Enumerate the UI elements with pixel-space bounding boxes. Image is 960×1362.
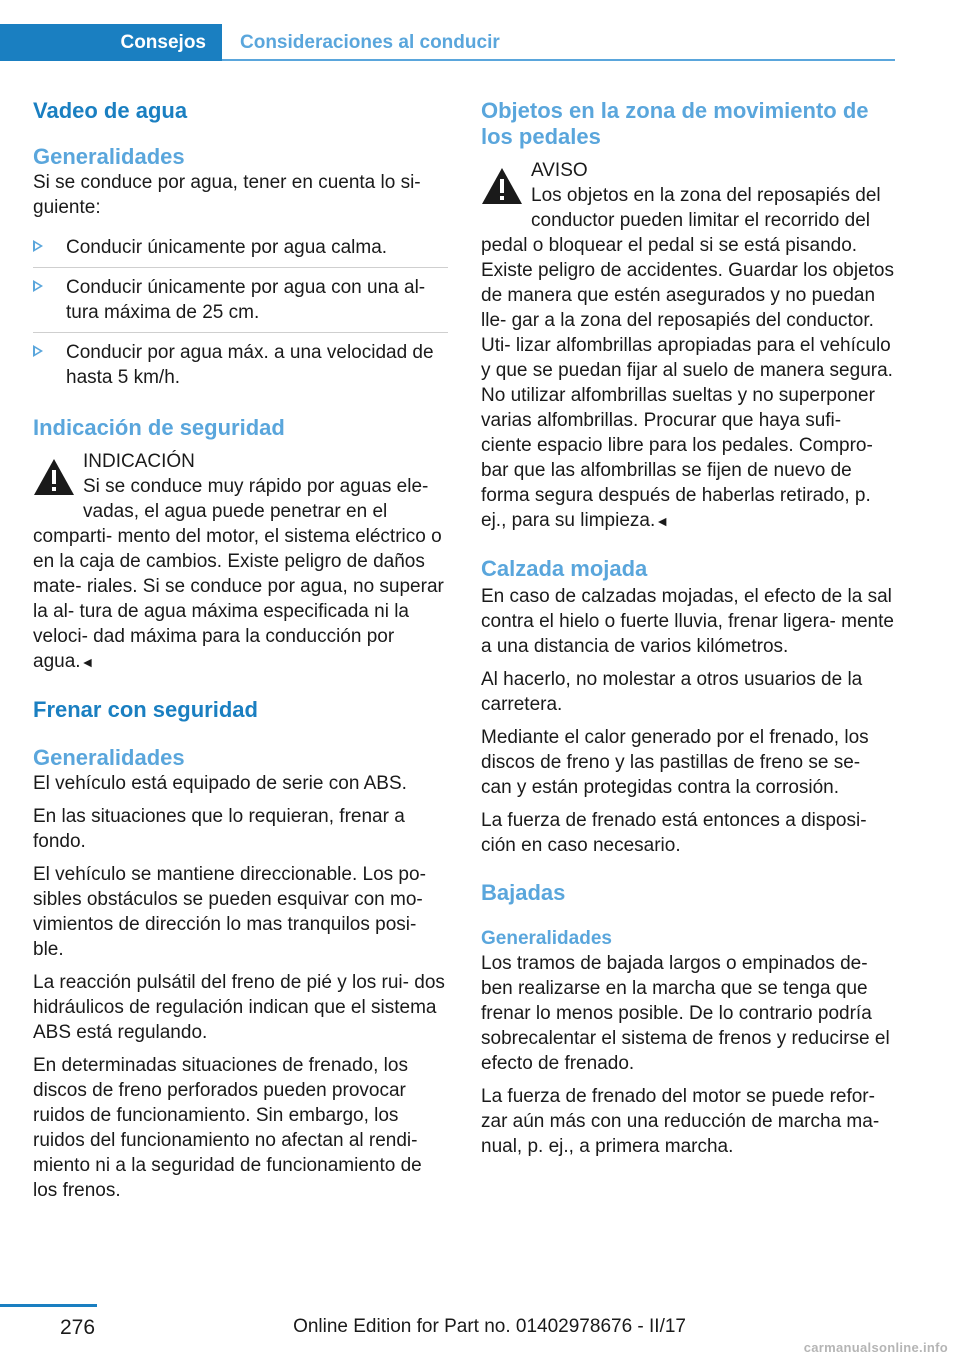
left-column — [33, 98, 448, 1211]
warning-text: Los objetos en la zona del reposapiés del conductor pueden limitar el recorrido del pedal o bloquear el pedal si se está pisando. Existe peligro de accidentes. Guardar los objetos de manera que estén asegurados y no puedan lle‐ gar a la zona del reposapiés del conductor. Uti‐ lizar alfombrillas apropiadas para el vehículo y que se puedan fijar al suelo de manera segura. No utilizar alfombrillas sueltas y no superponer varias alfombrillas. Procurar que haya sufi‐ ciente espacio libre para los pedales. Compro‐ bar que las alfombrillas se fijen de nuevo de forma segura después de haberlas retirado, p. ej., para su limpieza. — [481, 185, 894, 531]
warning-note — [481, 158, 896, 534]
end-mark: ◄ — [655, 513, 670, 529]
right-column — [481, 98, 896, 1167]
bullet-arrow-icon — [33, 345, 43, 357]
paragraph: Al hacerlo, no molestar a otros usuarios de la carretera. — [481, 669, 863, 715]
section-title-descents: Bajadas — [481, 880, 566, 905]
end-mark: ◄ — [80, 654, 95, 670]
section-breadcrumb[interactable]: Consideraciones al conducir — [240, 32, 500, 53]
list-item: Conducir únicamente por agua con una al‐ tura máxima de 25 cm. — [33, 267, 448, 332]
subsection-title-safety: Indicación de seguridad — [33, 415, 285, 440]
subsection-title-general: Generalidades — [33, 745, 185, 770]
page-number: 276 — [60, 1316, 96, 1339]
paragraph: Mediante el calor generado por el frenado, los discos de freno y las pastillas de freno se se‐ can y están protegidas contra la corrosión. — [481, 727, 869, 798]
footer-rule — [0, 1304, 97, 1307]
bullet-arrow-icon — [33, 240, 43, 252]
warning-label: AVISO — [531, 160, 588, 181]
section-title-wet-road: Calzada mojada — [481, 556, 648, 581]
paragraph: En determinadas situaciones de frenado, los discos de freno perforados pueden provocar ruidos de funcionamiento. Sin embargo, los ruidos del funcionamiento no afectan al rendi‐ miento ni a la seguridad de funcionamiento de los frenos. — [33, 1055, 422, 1201]
paragraph: La fuerza de frenado está entonces a disposi‐ ción en caso necesario. — [481, 810, 867, 856]
section-title-safe-braking: Frenar con seguridad — [33, 697, 258, 722]
paragraph: El vehículo se mantiene direccionable. Los po‐ sibles obstáculos se pueden esquivar con mo‐ vimientos de dirección lo mas tranquilos posi‐ ble. — [33, 864, 426, 960]
chapter-tab[interactable]: Consejos — [0, 24, 222, 61]
subsection-title-general: Generalidades — [481, 928, 612, 949]
paragraph: La fuerza de frenado del motor se puede refor‐ zar aún más con una reducción de marcha ma‐ nual, p. ej., a primera marcha. — [481, 1086, 880, 1157]
edition-note: Online Edition for Part no. 01402978676 - II/17 — [293, 1316, 686, 1337]
warning-triangle-icon — [481, 166, 523, 206]
paragraph: Los tramos de bajada largos o empinados de‐ ben realizarse en la marcha que se tenga que frenar lo menos posible. De lo contrario podría sobrecalentar el sistema de frenos y reducirse el efecto de frenado. — [481, 953, 890, 1074]
paragraph: En las situaciones que lo requieran, frenar a fondo. — [33, 806, 405, 852]
warning-triangle-icon — [33, 457, 75, 497]
bullet-arrow-icon — [33, 280, 43, 292]
page-header — [0, 24, 895, 61]
subsection-title-general: Generalidades — [33, 144, 185, 169]
section-title-pedal-objects: Objetos en la zona de movimiento de los pedales — [481, 98, 869, 149]
list-item: Conducir únicamente por agua calma. — [33, 228, 448, 267]
wading-rules-list — [33, 228, 448, 397]
watermark: carmanualsonline.info — [803, 1340, 948, 1355]
paragraph: El vehículo está equipado de serie con ABS. — [33, 773, 407, 794]
intro-paragraph: Si se conduce por agua, tener en cuenta lo si‐ guiente: — [33, 172, 421, 218]
warning-label: INDICACIÓN — [83, 451, 195, 472]
list-item: Conducir por agua máx. a una velocidad de hasta 5 km/h. — [33, 332, 448, 397]
warning-text: Si se conduce muy rápido por aguas ele‐ vadas, el agua puede penetrar en el comparti‐ mento del motor, el sistema eléctrico o en la caja de cambios. Existe peligro de daños mate‐ riales. Si se conduce por agua, no superar la al‐ tura de agua máxima especificada ni la veloci‐ dad máxima para la conducción por agua. — [33, 476, 444, 672]
paragraph: La reacción pulsátil del freno de pié y los rui‐ dos hidráulicos de regulación indican que el sistema ABS está regulando. — [33, 972, 445, 1043]
warning-note — [33, 449, 448, 675]
section-title-water-wading: Vadeo de agua — [33, 98, 188, 123]
header-rule — [222, 59, 895, 61]
paragraph: En caso de calzadas mojadas, el efecto de la sal contra el hielo o fuerte lluvia, frenar ligera‐ mente a una distancia de varios kilómetros. — [481, 586, 894, 657]
